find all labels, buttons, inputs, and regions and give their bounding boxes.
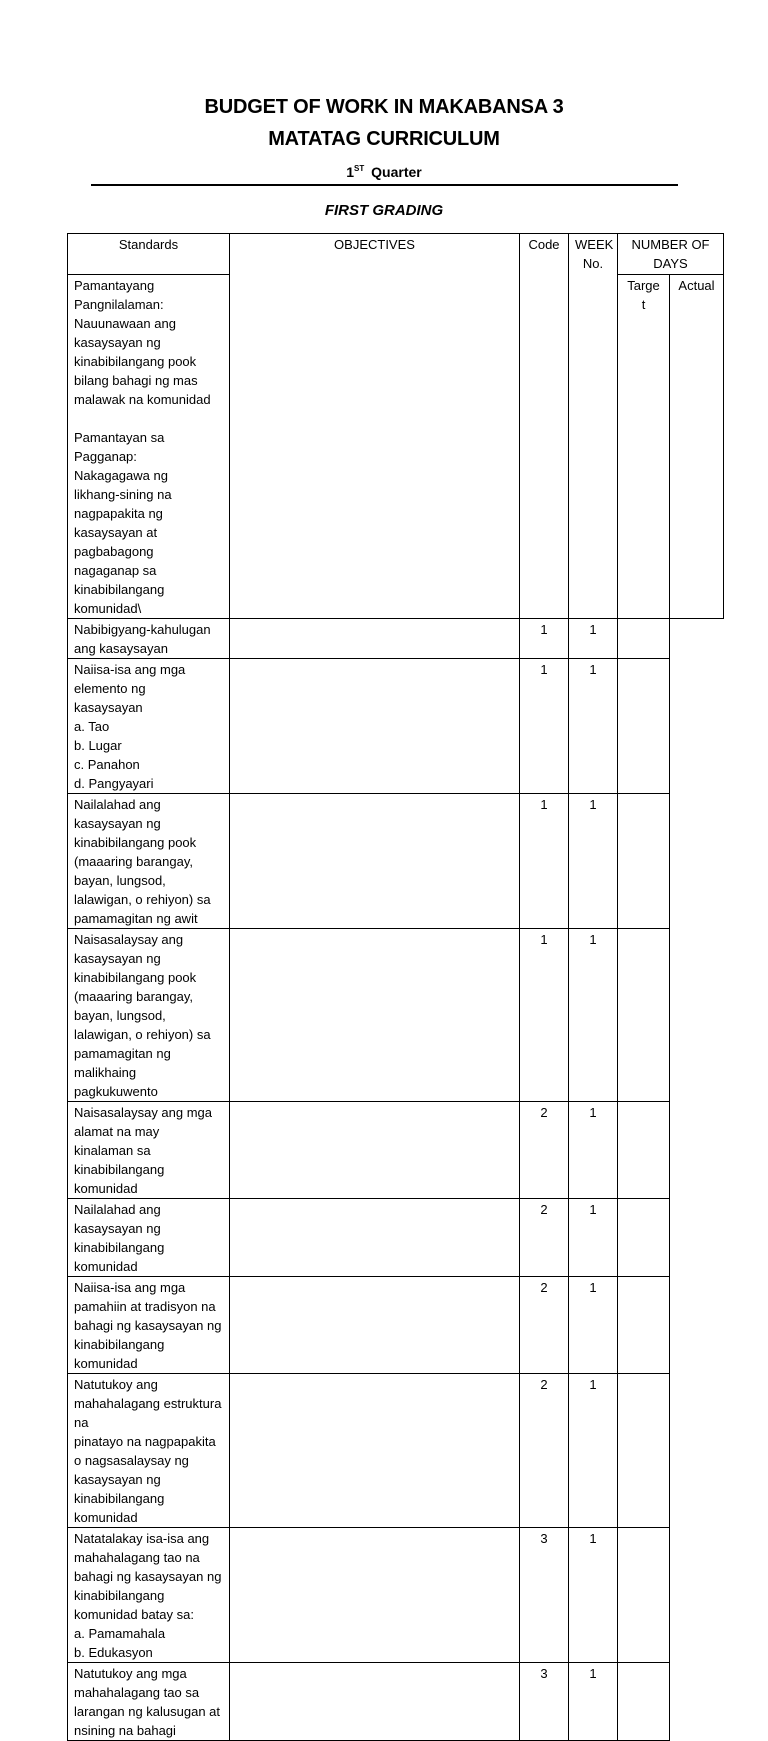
target-cell: 1: [569, 1277, 618, 1374]
actual-cell: [618, 794, 670, 929]
target-cell: 1: [569, 659, 618, 794]
standards-spacer: [74, 409, 223, 428]
objective-line: Nailalahad ang kasaysayan ng: [74, 1202, 161, 1236]
table-row: [68, 1374, 724, 1528]
objective-line: d. Pangyayari: [74, 776, 154, 791]
objective-line: Naisasalaysay ang kasaysayan ng: [74, 932, 184, 966]
table-row: [68, 1528, 724, 1663]
code-cell: [230, 1374, 520, 1528]
grading-label: FIRST GRADING: [324, 202, 444, 219]
table-row: [68, 929, 724, 1102]
header-standards: Standards: [68, 234, 230, 275]
code-cell: [230, 1663, 520, 1741]
quarter-suffix: ST: [354, 164, 365, 173]
objective-line: komunidad: [74, 1356, 138, 1371]
actual-cell: [618, 1102, 670, 1199]
actual-cell: [618, 1663, 670, 1741]
actual-cell: [618, 929, 670, 1102]
objective-line: b. Lugar: [74, 738, 122, 753]
code-cell: [230, 1277, 520, 1374]
objective-cell: [68, 1528, 230, 1663]
week-cell: 2: [520, 1374, 569, 1528]
objective-cell: [68, 1277, 230, 1374]
header-actual: Actual: [670, 275, 724, 619]
quarter-word: Quarter: [371, 164, 422, 180]
objective-line: kinabibilangang pook (maaaring barangay,: [74, 970, 197, 1004]
performance-standard-line: Nakagagawa ng: [74, 468, 168, 483]
target-cell: 1: [569, 1663, 618, 1741]
header-objectives: OBJECTIVES: [230, 234, 520, 619]
objective-line: a. Tao: [74, 719, 110, 734]
target-cell: 1: [569, 1528, 618, 1663]
performance-standard-line: kasaysayan at: [74, 525, 158, 540]
target-cell: 1: [569, 619, 618, 659]
week-cell: 1: [520, 619, 569, 659]
quarter-label: [0, 164, 768, 180]
performance-standard-line: nagpapakita ng: [74, 506, 163, 521]
performance-standard-line: komunidad\: [74, 601, 142, 616]
target-cell: 1: [569, 1102, 618, 1199]
objective-line: Nabibigyang-kahulugan ang kasaysayan: [74, 622, 211, 656]
content-standard-line: bilang bahagi ng mas: [74, 373, 198, 388]
objective-line: bayan, lungsod, lalawigan, o rehiyon) sa: [74, 873, 211, 907]
week-cell: 1: [520, 929, 569, 1102]
header-number-of-days: NUMBER OF DAYS: [618, 234, 724, 275]
content-standard-line: Nauunawaan ang: [74, 316, 176, 331]
actual-cell: [618, 659, 670, 794]
actual-cell: [618, 1528, 670, 1663]
objective-line: pamamagitan ng awit: [74, 911, 198, 926]
content-standard-line: kinabibilangang pook: [74, 354, 197, 369]
objective-line: Nailalahad ang kasaysayan ng: [74, 797, 161, 831]
objective-line: komunidad batay sa:: [74, 1607, 194, 1622]
code-cell: [230, 619, 520, 659]
code-cell: [230, 1199, 520, 1277]
title-divider: [91, 184, 678, 186]
objective-line: c. Panahon: [74, 757, 140, 772]
performance-standard-line: kinabibilangang: [74, 582, 165, 597]
objective-line: Naiisa-isa ang mga pamahiin at tradisyon na: [74, 1280, 216, 1314]
standards-cell: [68, 275, 230, 619]
objective-line: Natatalakay isa-isa ang mahahalagang tao na: [74, 1531, 210, 1565]
header-code: Code: [520, 234, 569, 619]
objective-line: Naisasalaysay ang mga alamat na may: [74, 1105, 213, 1139]
target-cell: 1: [569, 929, 618, 1102]
week-cell: 2: [520, 1199, 569, 1277]
table-row: [68, 1199, 724, 1277]
document-title-line2: MATATAG CURRICULUM: [268, 128, 500, 150]
actual-cell: [618, 619, 670, 659]
objective-cell: [68, 1102, 230, 1199]
code-cell: [230, 659, 520, 794]
week-cell: 1: [520, 794, 569, 929]
header-week: WEEK No.: [569, 234, 618, 619]
objective-line: Naiisa-isa ang mga elemento ng: [74, 662, 186, 696]
actual-cell: [618, 1199, 670, 1277]
performance-standard-line: nagaganap sa: [74, 563, 157, 578]
table-row: [68, 794, 724, 929]
objective-line: bahagi ng kasaysayan ng kinabibilangang: [74, 1569, 222, 1603]
content-standard-line: Pamantayang: [74, 278, 155, 293]
content-standard-line: Pangnilalaman:: [74, 297, 164, 312]
objective-cell: [68, 659, 230, 794]
table-row: [68, 659, 724, 794]
document-title-line1: BUDGET OF WORK IN MAKABANSA 3: [204, 96, 564, 118]
header-target: Targe t: [618, 275, 670, 619]
code-cell: [230, 1102, 520, 1199]
table-row: [68, 1102, 724, 1199]
objective-line: b. Edukasyon: [74, 1645, 153, 1660]
quarter-number: 1: [346, 164, 355, 180]
actual-cell: [618, 1277, 670, 1374]
performance-standard-line: Pagganap:: [74, 449, 137, 464]
content-standard-line: malawak na komunidad: [74, 392, 211, 407]
week-cell: 2: [520, 1102, 569, 1199]
week-cell: 1: [520, 659, 569, 794]
objective-cell: [68, 794, 230, 929]
objective-line: larangan ng kalusugan at nsining na bahagi: [74, 1704, 221, 1738]
objective-line: Natutukoy ang mga mahahalagang tao sa: [74, 1666, 200, 1700]
budget-of-work-table: [67, 233, 724, 1741]
objective-line: bayan, lungsod, lalawigan, o rehiyon) sa: [74, 1008, 211, 1042]
table-row: [68, 619, 724, 659]
table-row: [68, 1277, 724, 1374]
performance-standard-line: Pamantayan sa: [74, 430, 165, 445]
objective-cell: [68, 1374, 230, 1528]
target-cell: 1: [569, 1374, 618, 1528]
code-cell: [230, 929, 520, 1102]
content-standard-line: kasaysayan ng: [74, 335, 161, 350]
objective-line: Natutukoy ang mahahalagang estruktura na: [74, 1377, 222, 1430]
objective-line: kasaysayan ng kinabibilangang komunidad: [74, 1472, 165, 1525]
objective-line: a. Pamamahala: [74, 1626, 166, 1641]
objective-cell: [68, 619, 230, 659]
objective-line: kasaysayan: [74, 700, 143, 715]
objective-cell: [68, 1199, 230, 1277]
objective-cell: [68, 929, 230, 1102]
objective-line: kinalaman sa kinabibilangang komunidad: [74, 1143, 165, 1196]
target-cell: 1: [569, 1199, 618, 1277]
week-cell: 2: [520, 1277, 569, 1374]
code-cell: [230, 1528, 520, 1663]
objective-line: pamamagitan ng malikhaing pagkukuwento: [74, 1046, 171, 1099]
performance-standard-line: likhang-sining na: [74, 487, 172, 502]
performance-standard-line: pagbabagong: [74, 544, 154, 559]
objective-cell: [68, 1663, 230, 1741]
objective-line: bahagi ng kasaysayan ng kinabibilangang: [74, 1318, 222, 1352]
table-row: [68, 1663, 724, 1741]
objective-line: kinabibilangang komunidad: [74, 1240, 165, 1274]
actual-cell: [618, 1374, 670, 1528]
objective-line: kinabibilangang pook (maaaring barangay,: [74, 835, 197, 869]
target-cell: 1: [569, 794, 618, 929]
week-cell: 3: [520, 1528, 569, 1663]
week-cell: 3: [520, 1663, 569, 1741]
code-cell: [230, 794, 520, 929]
objective-line: pinatayo na nagpapakita o nagsasalaysay ng: [74, 1434, 216, 1468]
